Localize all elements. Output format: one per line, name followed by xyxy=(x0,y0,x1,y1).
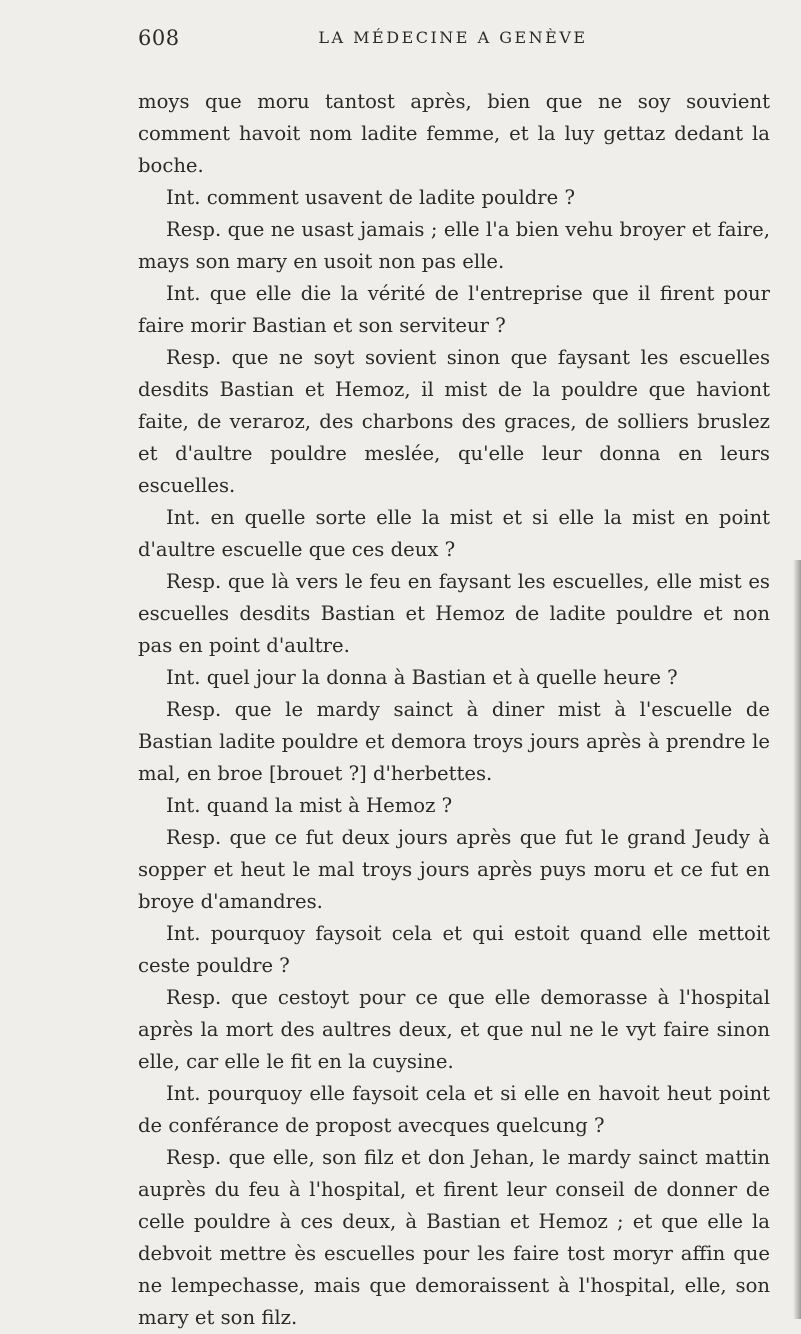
paragraph: Resp. que cestoyt pour ce que elle demorasse à l'hospital après la mort des aultres deux, et que nul ne le vyt faire sinon elle, car elle le fit en la cuysine. xyxy=(138,986,770,1073)
paragraph: moys que moru tantost après, bien que ne soy souvient comment havoit nom ladite femme, et la luy gettaz dedant la boche. xyxy=(138,90,770,177)
page-edge-shadow xyxy=(793,560,801,1319)
paragraph: Resp. que le mardy sainct à diner mist à l'escuelle de Bastian ladite pouldre et demora troys jours après à prendre le mal, en broe [brouet ?] d'herbettes. xyxy=(138,698,770,785)
running-head xyxy=(138,26,768,56)
paragraph: Int. pourquoy faysoit cela et qui estoit quand elle mettoit ceste pouldre ? xyxy=(138,922,770,977)
body-text xyxy=(138,86,770,1334)
paragraph: Resp. que là vers le feu en faysant les escuelles, elle mist es escuelles desdits Bastian et Hemoz de ladite pouldre et non pas en point d'aultre. xyxy=(138,570,770,657)
paragraph: Int. quand la mist à Hemoz ? xyxy=(166,794,453,817)
paragraph: Resp. que ne usast jamais ; elle l'a bien vehu broyer et faire, mays son mary en usoit non pas elle. xyxy=(138,218,770,273)
paragraph: Resp. que elle, son filz et don Jehan, le mardy sainct mattin auprès du feu à l'hospital, et firent leur conseil de donner de celle pouldre à ces deux, à Bastian et Hemoz ; et que elle la debvoit mettre ès escuelles pour les faire tost moryr affin que ne lempechasse, mais que demoraissent à l'hospital, elle, son mary et son filz. xyxy=(138,1146,770,1329)
paragraph: Int. en quelle sorte elle la mist et si elle la mist en point d'aultre escuelle que ces deux ? xyxy=(138,506,770,561)
paragraph: Int. comment usavent de ladite pouldre ? xyxy=(166,186,575,209)
paragraph: Resp. que ce fut deux jours après que fut le grand Jeudy à sopper et heut le mal troys jours après puys moru et ce fut en broye d'amandres. xyxy=(138,826,770,913)
running-title: LA MÉDECINE A GENÈVE xyxy=(318,28,588,47)
paragraph: Int. que elle die la vérité de l'entreprise que il firent pour faire morir Bastian et son serviteur ? xyxy=(138,282,770,337)
paragraph: Int. pourquoy elle faysoit cela et si elle en havoit heut point de conférance de propost avecques quelcung ? xyxy=(138,1082,770,1137)
page-number: 608 xyxy=(138,26,180,50)
paragraph: Resp. que ne soyt sovient sinon que faysant les escuelles desdits Bastian et Hemoz, il mist de la pouldre que haviont faite, de veraroz, des charbons des graces, de solliers bruslez et d'aultre pouldre meslée, qu'elle leur donna en leurs escuelles. xyxy=(138,346,770,497)
paragraph: Int. quel jour la donna à Bastian et à quelle heure ? xyxy=(166,666,678,689)
